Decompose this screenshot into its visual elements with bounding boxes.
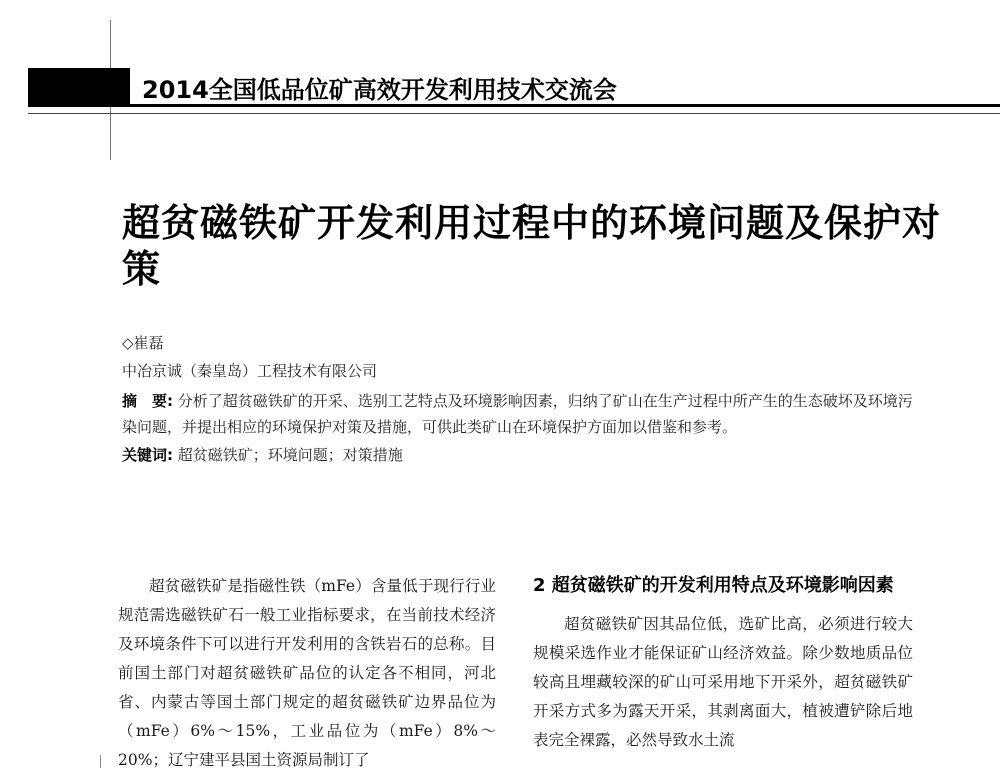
body-right-column: [533, 572, 913, 755]
section-paragraph: 超贫磁铁矿因其品位低，选矿比高，必须进行较大规模采选作业才能保证矿山经济效益。除少数地质品位较高且埋藏较深的矿山可采用地下开采外，超贫磁铁矿开采方式多为露天开采，其剥离面大，植被遭铲除后地表完全裸露，必然导致水土流: [533, 615, 913, 749]
keywords-text: 超贫磁铁矿；环境问题；对策措施: [173, 446, 403, 464]
paper-title: 超贫磁铁矿开发利用过程中的环境问题及保护对策: [122, 201, 942, 291]
section-heading: 2 超贫磁铁矿的开发利用特点及环境影响因素: [533, 575, 894, 596]
conference-header: 2014全国低品位矿高效开发利用技术交流会: [142, 76, 617, 104]
abstract-text: 分析了超贫磁铁矿的开采、选别工艺特点及环境影响因素，归纳了矿山在生产过程中所产生的生态破坏及环境污染问题，并提出相应的环境保护对策及措施，可供此类矿山在环境保护方面加以借鉴和参考。: [122, 392, 913, 436]
keywords-label: 关键词:: [122, 446, 173, 464]
author: ◇崔磊: [122, 334, 164, 352]
abstract: [122, 388, 922, 440]
abstract-label: 摘 要:: [122, 392, 173, 410]
header-rule-thin: [28, 113, 1000, 114]
header-black-block: [28, 68, 130, 106]
keywords: [122, 444, 403, 465]
crop-mark-bottom: [100, 755, 101, 768]
affiliation: 中冶京诚（秦皇岛）工程技术有限公司: [122, 362, 378, 380]
header-rule: [28, 104, 1000, 107]
body-left-column: 超贫磁铁矿是指磁性铁（mFe）含量低于现行行业规范需选磁铁矿石一般工业指标要求，在当前技术经济及环境条件下可以进行开发利用的含铁岩石的总称。目前国土部门对超贫磁铁矿品位的认定各不相同，河北省、内蒙古等国土部门规定的超贫磁铁矿边界品位为（mFe）6%～15%，工业品位为（mFe）8%～20%；辽宁建平县国土资源局制订了: [118, 577, 496, 769]
